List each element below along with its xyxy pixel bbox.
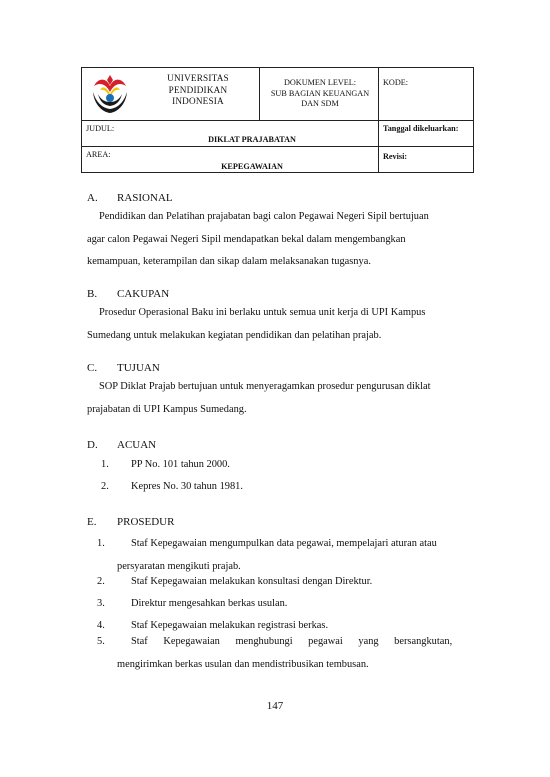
section-heading-cakupan: B. CAKUPAN: [87, 288, 170, 300]
kode-label: KODE:: [383, 78, 409, 87]
upi-logo: [88, 72, 132, 116]
revisi-label: Revisi:: [383, 152, 408, 161]
section-text-cakupan: Prosedur Operasional Baku ini berlaku untuk semua unit kerja di UPI Kampus Sumedang untuk melakukan kegiatan pendidikan dan pelatihan prajab.: [87, 307, 426, 341]
area-label: AREA:: [86, 150, 111, 159]
document-level: DOKUMEN LEVEL: SUB BAGIAN KEUANGAN DAN SDM: [270, 78, 370, 108]
tanggal-label: Tanggal dikeluarkan:: [383, 124, 459, 133]
area-value: KEPEGAWAIAN: [221, 162, 283, 171]
sop-header-table: [81, 67, 474, 173]
section-text-rasional: Pendidikan dan Pelatihan prajabatan bagi calon Pegawai Negeri Sipil bertujuan agar calon Pegawai Negeri Sipil mendapatkan bekal dalam mengembangkan kemampuan, keterampilan dan sikap dalam melaksanakan tugasnya.: [87, 211, 429, 267]
section-heading-prosedur: E. PROSEDUR: [87, 516, 175, 528]
document-page: UNIVERSITAS PENDIDIKAN INDONESIA DOKUMEN LEVEL: SUB BAGIAN KEUANGAN DAN SDM KODE: JUDUL: DIKLAT PRAJABATAN Tanggal dikeluarkan: AREA: KEPEGAWAIAN Revisi: A. RASIONAL Pendidikan dan Pelatihan prajabatan bagi calon Pegawai Negeri Sipil bertujuan agar calon Pegawai Negeri Sipil mendapatkan bekal dalam mengembangkan kemampuan, keterampilan dan sikap dalam melaksanakan tugasnya. B. CAKUPAN Prosedur Operasional Baku ini berlaku untuk semua unit kerja di UPI Kampus Sumedang untuk melakukan kegiatan pendidikan dan pelatihan prajab. C. TUJUAN SOP Diklat Prajab bertujuan untuk menyeragamkan prosedur pengurusan diklat prajabatan di UPI Kampus Sumedang. D. ACUAN 1. PP No. 101 tahun 2000. 2. Kepres No. 30 tahun 1981. E. PROSEDUR 1. Staf Kepegawaian mengumpulkan data pegawai, mempelajari aturan atau persyaratan mengikuti prajab. 2. Staf Kepegawaian melakukan konsultasi dengan Direktur. 3. Direktur mengesahkan berkas usulan. 4. Staf Kepegawaian melakukan registrasi berkas. 5. Staf Kepegawaian menghubungi pegawai yang bersangkutan, mengirimkan berkas usulan dan mendistribusikan tembusan. 147: [0, 0, 550, 777]
section-text-tujuan: SOP Diklat Prajab bertujuan untuk menyeragamkan prosedur pengurusan diklat prajabatan di UPI Kampus Sumedang.: [87, 381, 431, 415]
judul-value: DIKLAT PRAJABATAN: [208, 135, 296, 144]
judul-label: JUDUL:: [86, 124, 115, 133]
section-heading-acuan: D. ACUAN: [87, 439, 157, 451]
section-heading-tujuan: C. TUJUAN: [87, 362, 160, 374]
institution-name: UNIVERSITAS PENDIDIKAN INDONESIA: [167, 73, 229, 106]
section-heading-rasional: A. RASIONAL: [87, 192, 173, 204]
page-number: 147: [266, 700, 284, 712]
